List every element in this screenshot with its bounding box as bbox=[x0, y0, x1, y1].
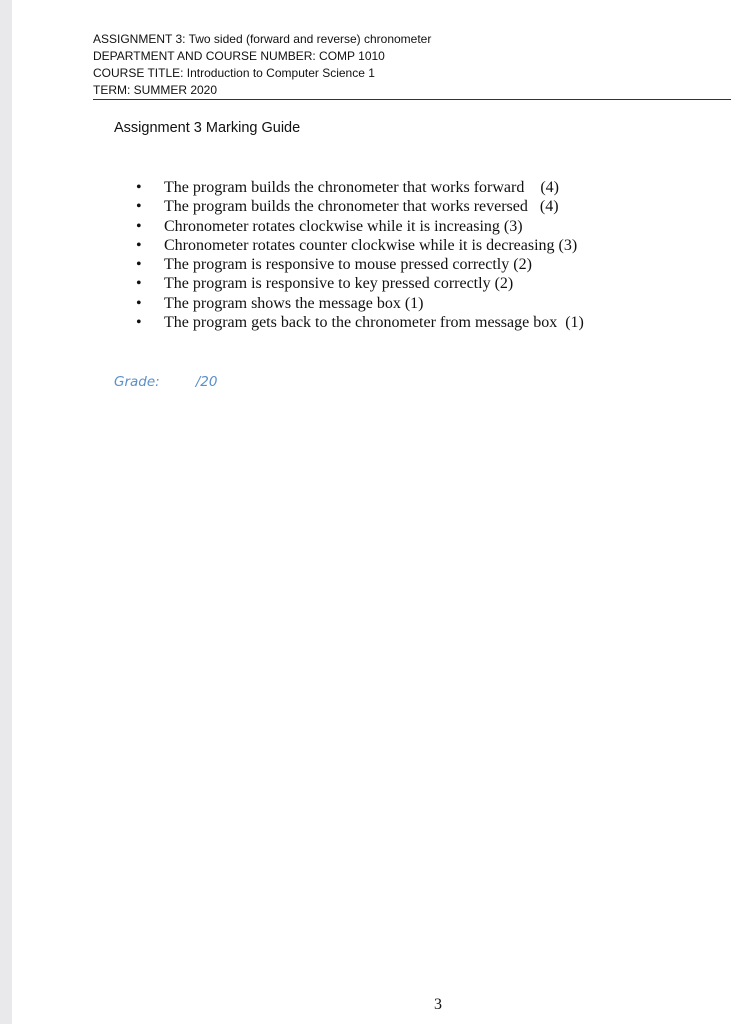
criteria-item bbox=[134, 255, 584, 274]
criteria-item bbox=[134, 313, 584, 332]
criteria-text: The program is responsive to key pressed correctly (2) bbox=[164, 275, 514, 293]
bullet-icon: • bbox=[136, 236, 142, 254]
criteria-text: Chronometer rotates counter clockwise while it is decreasing (3) bbox=[164, 236, 578, 254]
criteria-text: The program gets back to the chronometer from message box (1) bbox=[164, 314, 584, 332]
bullet-icon: • bbox=[136, 179, 142, 196]
document-page bbox=[12, 0, 731, 1024]
header-assignment-line: ASSIGNMENT 3: Two sided (forward and reverse) chronometer bbox=[93, 32, 432, 46]
header-divider bbox=[93, 99, 731, 100]
criteria-item bbox=[134, 197, 584, 216]
bullet-icon: • bbox=[136, 256, 142, 274]
criteria-text: Chronometer rotates clockwise while it is increasing (3) bbox=[164, 217, 523, 235]
criteria-item bbox=[134, 236, 584, 255]
grade-field bbox=[114, 374, 217, 390]
criteria-text: The program is responsive to mouse pressed correctly (2) bbox=[164, 256, 532, 274]
bullet-icon: • bbox=[136, 275, 142, 293]
marking-criteria-list bbox=[134, 178, 584, 332]
bullet-icon: • bbox=[136, 217, 142, 235]
criteria-item bbox=[134, 274, 584, 293]
criteria-text: The program shows the message box (1) bbox=[164, 294, 424, 312]
header-course-title-line: COURSE TITLE: Introduction to Computer Science 1 bbox=[93, 66, 375, 80]
criteria-text: The program builds the chronometer that works forward (4) bbox=[164, 179, 559, 196]
grade-total: /20 bbox=[195, 374, 218, 390]
document-header bbox=[93, 31, 731, 99]
bullet-icon: • bbox=[136, 314, 142, 332]
criteria-item bbox=[134, 178, 584, 197]
criteria-text: The program builds the chronometer that works reversed (4) bbox=[164, 198, 559, 216]
bullet-icon: • bbox=[136, 198, 142, 216]
criteria-item bbox=[134, 217, 584, 236]
header-department-line: DEPARTMENT AND COURSE NUMBER: COMP 1010 bbox=[93, 49, 385, 63]
page-number: 3 bbox=[434, 996, 442, 1013]
grade-label: Grade: bbox=[114, 374, 160, 390]
bullet-icon: • bbox=[136, 294, 142, 312]
marking-guide-title: Assignment 3 Marking Guide bbox=[114, 120, 301, 136]
header-term-line: TERM: SUMMER 2020 bbox=[93, 83, 218, 97]
criteria-item bbox=[134, 294, 584, 313]
